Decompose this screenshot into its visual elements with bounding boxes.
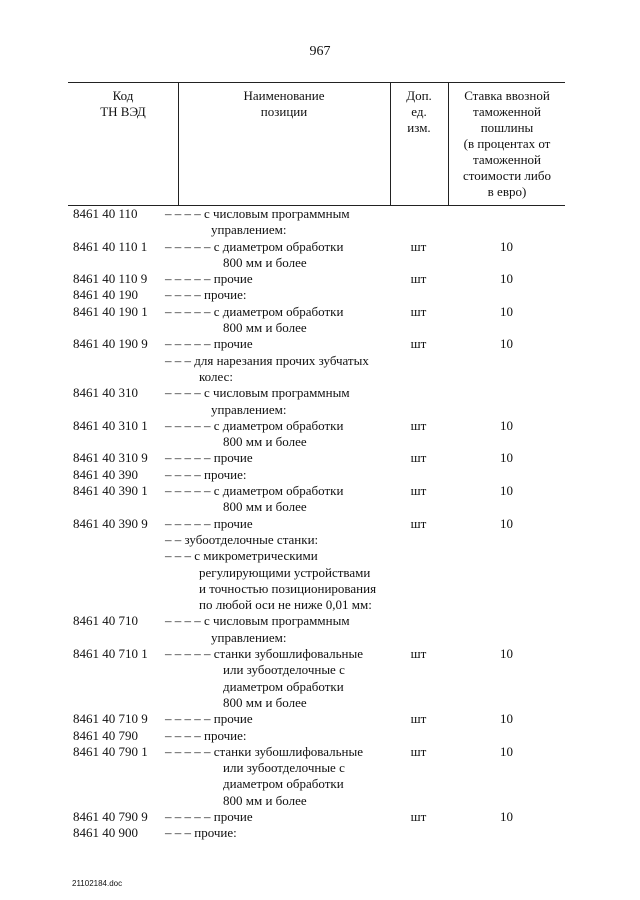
indent-dashes: – – – – (165, 287, 201, 303)
description-text: прочие (210, 515, 253, 531)
row-code: 8461 40 710 9 (73, 711, 148, 727)
indent-dashes: – – (165, 531, 182, 547)
description-first-line (165, 418, 343, 433)
description-continuation: управлением: (211, 222, 287, 238)
row-description (165, 287, 395, 303)
row-unit: шт (410, 450, 427, 466)
row-description (165, 353, 395, 386)
description-first-line (165, 304, 343, 319)
indent-dashes: – – – – (165, 206, 201, 221)
table-row (0, 206, 640, 239)
description-first-line (165, 336, 253, 351)
description-text: прочие: (200, 466, 247, 482)
header-rate: Ставка ввозной таможенной пошлины (в процентах от таможенной стоимости либо в евро) (462, 88, 551, 199)
description-first-line (165, 239, 343, 254)
table-row (0, 304, 640, 337)
table-row (0, 450, 640, 466)
description-text: станки зубошлифовальные (210, 743, 364, 759)
row-description (165, 809, 395, 825)
description-continuation: колес: (199, 368, 233, 384)
description-continuation: диаметром обработки (223, 776, 344, 792)
row-unit: шт (410, 808, 427, 824)
table-row (0, 809, 640, 825)
description-text: с диаметром обработки (210, 483, 344, 499)
description-first-line (165, 385, 350, 400)
description-continuation: 800 мм и более (223, 254, 307, 270)
row-unit: шт (410, 417, 427, 433)
table-row (0, 532, 640, 548)
row-description (165, 336, 395, 352)
indent-dashes: – – – (165, 548, 191, 564)
table-row (0, 336, 640, 352)
table-row (0, 613, 640, 646)
description-first-line (165, 353, 369, 368)
row-code: 8461 40 310 1 (73, 417, 148, 433)
row-code: 8461 40 190 9 (73, 336, 148, 352)
description-text: прочие (210, 450, 253, 466)
description-text: с числовым программным (200, 613, 350, 629)
header-unit: Доп. ед. изм. (406, 88, 432, 135)
description-text: с диаметром обработки (210, 417, 344, 433)
description-continuation: или зубоотделочные с (223, 760, 345, 776)
row-unit: шт (410, 743, 427, 759)
table-row (0, 516, 640, 532)
row-duty-rate: 10 (500, 808, 513, 824)
row-description (165, 613, 395, 646)
description-first-line (165, 271, 253, 286)
row-description (165, 418, 395, 451)
table-row (0, 271, 640, 287)
table-header (68, 82, 565, 206)
row-description (165, 271, 395, 287)
description-first-line (165, 825, 237, 840)
row-code: 8461 40 110 (73, 206, 138, 221)
description-text: с числовым программным (200, 385, 350, 401)
row-code: 8461 40 110 1 (73, 238, 148, 254)
row-duty-rate: 10 (500, 417, 513, 433)
indent-dashes: – – – – – (165, 711, 211, 727)
description-continuation: или зубоотделочные с (223, 662, 345, 678)
header-code: Код ТН ВЭД (100, 88, 146, 119)
row-description (165, 548, 395, 613)
table-row (0, 239, 640, 272)
row-code: 8461 40 790 9 (73, 808, 148, 824)
description-text: с диаметром обработки (210, 303, 344, 319)
indent-dashes: – – – – – (165, 450, 211, 466)
indent-dashes: – – – – (165, 613, 201, 629)
description-continuation: 800 мм и более (223, 792, 307, 808)
row-duty-rate: 10 (500, 271, 513, 287)
row-duty-rate: 10 (500, 483, 513, 499)
indent-dashes: – – – – (165, 385, 201, 401)
description-continuation: регулирующими устройствами (199, 564, 371, 580)
description-first-line (165, 532, 318, 547)
description-text: зубоотделочные станки: (181, 531, 319, 547)
table-row (0, 287, 640, 303)
row-description (165, 711, 395, 727)
description-continuation: 800 мм и более (223, 434, 307, 450)
row-description (165, 304, 395, 337)
row-code: 8461 40 900 (73, 825, 138, 841)
description-first-line (165, 744, 363, 759)
description-first-line (165, 516, 253, 531)
description-text: прочие (210, 711, 253, 727)
row-unit: шт (410, 515, 427, 531)
row-unit: шт (410, 271, 427, 287)
row-description (165, 825, 395, 841)
row-duty-rate: 10 (500, 303, 513, 319)
description-text: прочие (210, 271, 253, 287)
indent-dashes: – – – – – (165, 238, 211, 254)
description-text: с числовым программным (200, 206, 350, 221)
row-description (165, 728, 395, 744)
description-text: прочие: (191, 825, 237, 841)
description-continuation: управлением: (211, 629, 287, 645)
table-row (0, 744, 640, 809)
row-description (165, 532, 395, 548)
description-text: прочие (210, 336, 253, 352)
description-continuation: управлением: (211, 401, 287, 417)
row-code: 8461 40 390 1 (73, 483, 148, 499)
row-code: 8461 40 790 (73, 727, 138, 743)
header-name: Наименование позиции (243, 88, 325, 119)
description-first-line (165, 809, 253, 824)
indent-dashes: – – – – – (165, 336, 211, 352)
row-description (165, 385, 395, 418)
description-continuation: 800 мм и более (223, 694, 307, 710)
description-continuation: по любой оси не ниже 0,01 мм: (199, 597, 372, 613)
indent-dashes: – – – – – (165, 417, 211, 433)
description-first-line (165, 646, 363, 661)
table-row (0, 385, 640, 418)
indent-dashes: – – – – – (165, 743, 211, 759)
row-unit: шт (410, 303, 427, 319)
row-code: 8461 40 110 9 (73, 271, 148, 287)
description-continuation: и точностью позиционирования (199, 580, 377, 596)
row-unit: шт (410, 711, 427, 727)
indent-dashes: – – – – – (165, 515, 211, 531)
table-row (0, 825, 640, 841)
row-duty-rate: 10 (500, 450, 513, 466)
indent-dashes: – – – – – (165, 303, 211, 319)
row-code: 8461 40 310 9 (73, 450, 148, 466)
row-unit: шт (410, 336, 427, 352)
row-code: 8461 40 390 9 (73, 515, 148, 531)
row-code: 8461 40 710 1 (73, 646, 148, 662)
row-duty-rate: 10 (500, 646, 513, 662)
table-row (0, 418, 640, 451)
description-text: прочие: (200, 287, 247, 303)
indent-dashes: – – – (165, 352, 191, 368)
description-first-line (165, 483, 343, 498)
row-duty-rate: 10 (500, 711, 513, 727)
row-code: 8461 40 310 (73, 385, 138, 401)
description-text: станки зубошлифовальные (210, 646, 364, 662)
row-duty-rate: 10 (500, 336, 513, 352)
description-first-line (165, 287, 247, 302)
description-first-line (165, 450, 253, 465)
description-first-line (165, 728, 247, 743)
row-description (165, 483, 395, 516)
table-row (0, 353, 640, 386)
row-duty-rate: 10 (500, 238, 513, 254)
description-text: с микрометрическими (191, 548, 318, 564)
description-first-line (165, 467, 247, 482)
description-text: для нарезания прочих зубчатых (191, 352, 369, 368)
description-continuation: 800 мм и более (223, 320, 307, 336)
indent-dashes: – – – – – (165, 646, 211, 662)
row-description (165, 744, 395, 809)
indent-dashes: – – – – – (165, 271, 211, 287)
indent-dashes: – – – – – (165, 808, 211, 824)
row-code: 8461 40 710 (73, 613, 138, 629)
tariff-rows (0, 206, 640, 842)
file-name-footer: 21102184.doc (72, 879, 123, 888)
row-description (165, 646, 395, 711)
row-description (165, 467, 395, 483)
table-row (0, 467, 640, 483)
row-description (165, 239, 395, 272)
table-row (0, 483, 640, 516)
row-unit: шт (410, 238, 427, 254)
table-row (0, 646, 640, 711)
table-row (0, 711, 640, 727)
row-description (165, 206, 395, 239)
description-continuation: 800 мм и более (223, 499, 307, 515)
row-description (165, 516, 395, 532)
row-description (165, 450, 395, 466)
indent-dashes: – – – – – (165, 483, 211, 499)
table-row (0, 728, 640, 744)
row-duty-rate: 10 (500, 743, 513, 759)
row-duty-rate: 10 (500, 515, 513, 531)
table-row (0, 548, 640, 613)
row-code: 8461 40 790 1 (73, 743, 148, 759)
description-first-line (165, 613, 350, 628)
description-text: прочие (210, 808, 253, 824)
description-continuation: диаметром обработки (223, 678, 344, 694)
page-number: 967 (309, 44, 331, 59)
row-unit: шт (410, 483, 427, 499)
description-first-line (165, 548, 318, 563)
row-code: 8461 40 190 (73, 287, 138, 303)
row-unit: шт (410, 646, 427, 662)
indent-dashes: – – – – (165, 727, 201, 743)
description-text: с диаметром обработки (210, 238, 344, 254)
row-code: 8461 40 190 1 (73, 303, 148, 319)
description-first-line (165, 206, 350, 221)
row-code: 8461 40 390 (73, 466, 138, 482)
indent-dashes: – – – (165, 825, 191, 841)
description-text: прочие: (200, 727, 247, 743)
indent-dashes: – – – – (165, 466, 201, 482)
description-first-line (165, 711, 253, 726)
